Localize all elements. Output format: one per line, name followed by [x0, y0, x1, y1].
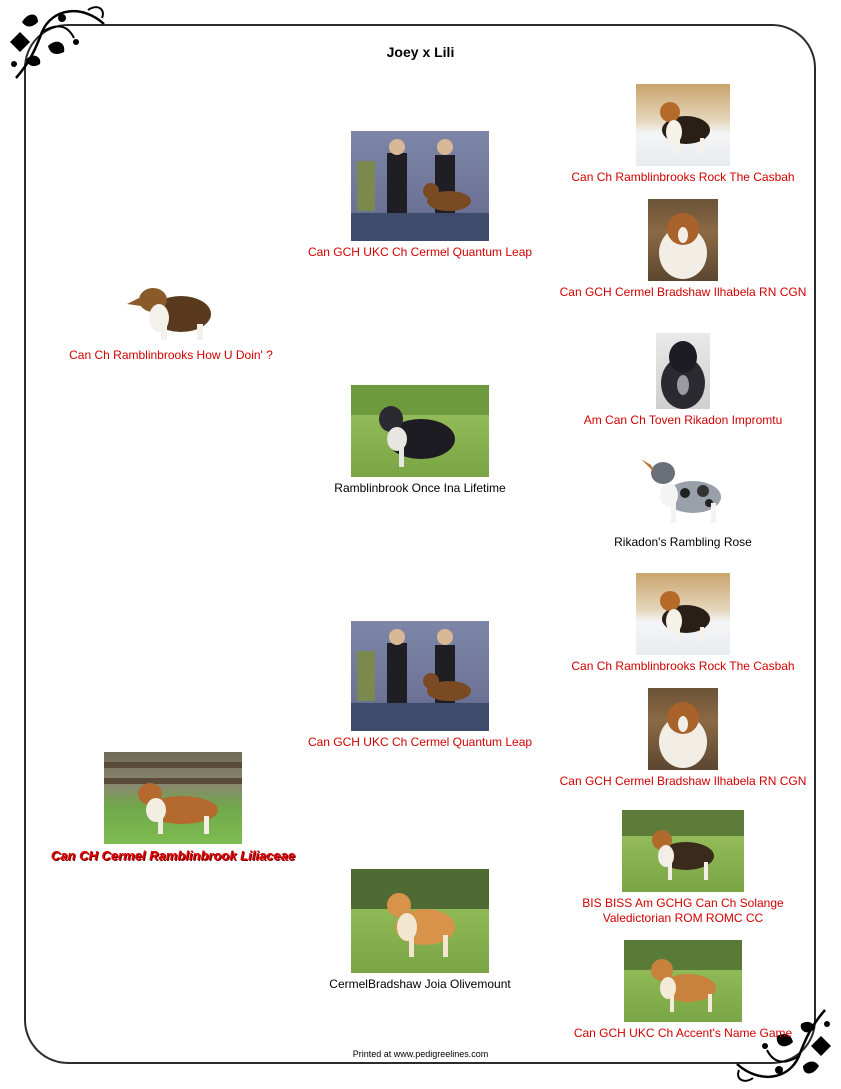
ancestor-entry — [553, 84, 813, 185]
dog-photo — [351, 385, 489, 477]
sire-entry — [40, 268, 302, 363]
dog-name[interactable]: Rikadon's Rambling Rose — [614, 535, 752, 549]
dog-photo — [351, 869, 489, 973]
sire-dam-entry — [290, 385, 550, 496]
dog-name[interactable]: Can Ch Ramblinbrooks Rock The Casbah — [571, 170, 795, 184]
dog-photo — [656, 333, 710, 409]
dog-photo — [637, 451, 729, 531]
dog-photo — [648, 199, 718, 281]
dog-photo — [125, 268, 217, 344]
dog-name[interactable]: Can CH Cermel Ramblinbrook Liliaceae — [50, 848, 296, 863]
ancestor-entry — [553, 940, 813, 1041]
dog-name[interactable]: Am Can Ch Toven Rikadon Impromtu — [583, 413, 783, 427]
dog-photo — [636, 573, 730, 655]
dog-name[interactable]: Can GCH Cermel Bradshaw Ilhabela RN CGN — [559, 285, 807, 299]
dog-name[interactable]: Can Ch Ramblinbrooks How U Doin' ? — [69, 348, 273, 362]
ancestor-entry — [553, 688, 813, 789]
dog-photo — [648, 688, 718, 770]
dog-name[interactable]: Ramblinbrook Once Ina Lifetime — [334, 481, 506, 495]
ancestor-entry — [553, 573, 813, 674]
dam-sire-entry — [290, 621, 550, 750]
dog-name[interactable]: Can GCH UKC Ch Cermel Quantum Leap — [307, 735, 533, 749]
ancestor-entry — [553, 810, 813, 926]
ancestor-entry — [553, 333, 813, 428]
dog-photo — [624, 940, 742, 1022]
ancestor-entry — [553, 199, 813, 300]
dog-name[interactable]: Can Ch Ramblinbrooks Rock The Casbah — [571, 659, 795, 673]
dog-name[interactable]: CermelBradshaw Joia Olivemount — [329, 977, 511, 991]
dog-photo — [104, 752, 242, 844]
dam-entry — [28, 752, 318, 864]
dog-photo — [351, 621, 489, 731]
footer-note: Printed at www.pedigreelines.com — [352, 1049, 489, 1059]
page-title: Joey x Lili — [386, 44, 455, 60]
sire-sire-entry — [290, 131, 550, 260]
dog-photo — [351, 131, 489, 241]
dog-name[interactable]: Can GCH Cermel Bradshaw Ilhabela RN CGN — [559, 774, 807, 788]
dog-photo — [622, 810, 744, 892]
dog-name[interactable]: BIS BISS Am GCHG Can Ch Solange Valedictorian ROM ROMC CC — [582, 896, 784, 925]
dog-name[interactable]: Can GCH UKC Ch Cermel Quantum Leap — [307, 245, 533, 259]
ancestor-entry — [553, 451, 813, 550]
dog-photo — [636, 84, 730, 166]
dog-name[interactable]: Can GCH UKC Ch Accent's Name Game — [573, 1026, 793, 1040]
dam-dam-entry — [290, 869, 550, 992]
